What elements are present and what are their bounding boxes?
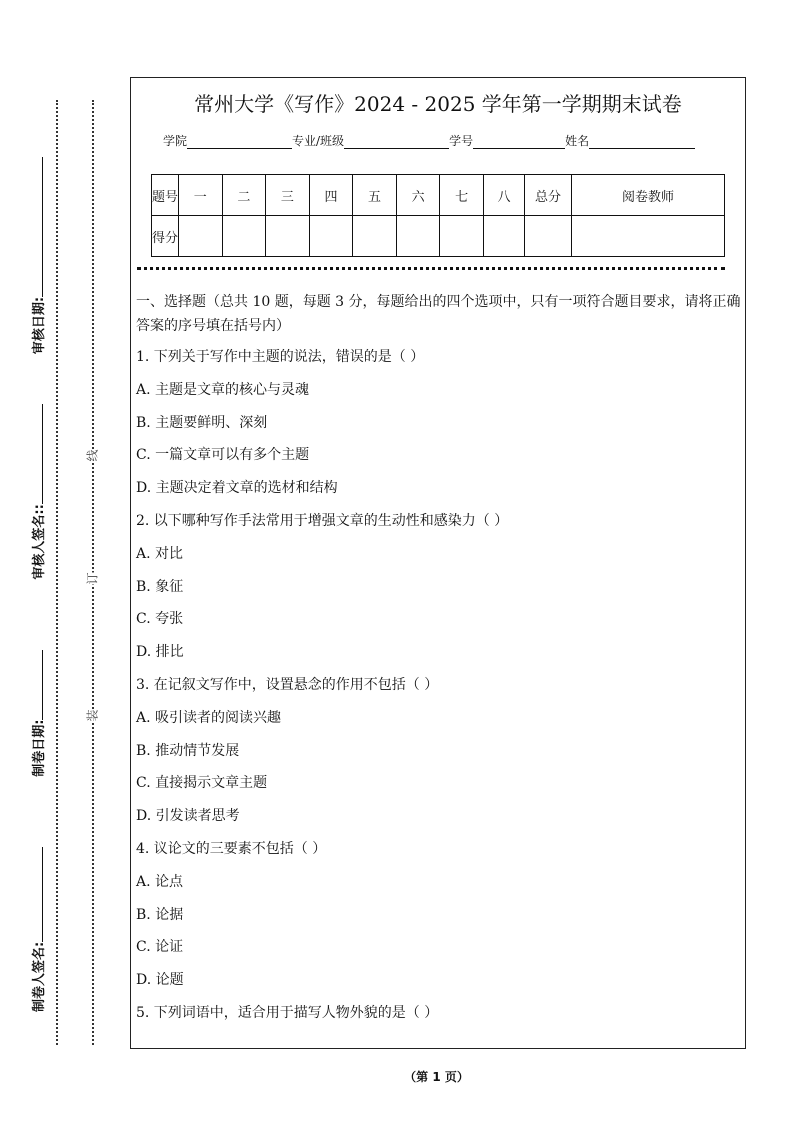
option: B. 论据 bbox=[136, 906, 184, 923]
binding-mark-ding: 订 bbox=[85, 572, 100, 585]
question: 1. 下列关于写作中主题的说法，错误的是（ ） bbox=[136, 349, 425, 365]
header-cell: 题号 bbox=[152, 175, 179, 216]
option: D. 主题决定着文章的选材和结构 bbox=[136, 480, 338, 497]
option: A. 对比 bbox=[136, 545, 184, 562]
binding-mark-zhuang: 装 bbox=[85, 709, 100, 722]
question: 2. 以下哪种写作手法常用于增强文章的生动性和感染力（ ） bbox=[136, 512, 509, 529]
exam-title: 常州大学《写作》2024 - 2025 学年第一学期期末试卷 bbox=[194, 92, 682, 116]
exam-paper bbox=[130, 77, 746, 1049]
score-cell[interactable] bbox=[525, 216, 572, 257]
major-class-field[interactable] bbox=[344, 136, 449, 149]
score-cell[interactable] bbox=[440, 216, 484, 257]
name-field[interactable] bbox=[589, 136, 695, 149]
question: 3. 在记叙文写作中，设置悬念的作用不包括（ ） bbox=[136, 676, 439, 693]
header-cell: 八 bbox=[484, 175, 525, 216]
reviewer-signature-label: 审核人签名:: bbox=[31, 504, 47, 580]
score-table-header-row bbox=[152, 175, 725, 216]
score-row-label: 得分 bbox=[152, 216, 179, 257]
header-cell: 总分 bbox=[525, 175, 572, 216]
header-cell: 二 bbox=[222, 175, 266, 216]
score-table bbox=[151, 174, 725, 257]
score-cell[interactable] bbox=[396, 216, 440, 257]
page-number: （第 1 页） bbox=[404, 1070, 469, 1084]
question: 5. 下列词语中，适合用于描写人物外貌的是（ ） bbox=[136, 1004, 439, 1021]
score-row bbox=[152, 216, 725, 257]
option: B. 推动情节发展 bbox=[136, 742, 240, 759]
question: 4. 议论文的三要素不包括（ ） bbox=[136, 840, 327, 857]
reviewer-signature-blank[interactable] bbox=[32, 404, 43, 504]
option: D. 引发读者思考 bbox=[136, 808, 240, 825]
student-id-field[interactable] bbox=[473, 136, 565, 149]
option: C. 直接揭示文章主题 bbox=[136, 775, 268, 792]
option: C. 一篇文章可以有多个主题 bbox=[136, 447, 310, 464]
question-list bbox=[136, 290, 741, 1035]
header-cell: 四 bbox=[309, 175, 353, 216]
header-cell: 阅卷教师 bbox=[572, 175, 725, 216]
binding-mark-xian: 线 bbox=[85, 449, 100, 462]
score-cell[interactable] bbox=[572, 216, 725, 257]
score-cell[interactable] bbox=[484, 216, 525, 257]
score-cell[interactable] bbox=[179, 216, 223, 257]
header-cell: 五 bbox=[353, 175, 397, 216]
college-field[interactable] bbox=[187, 136, 292, 149]
separator bbox=[137, 267, 725, 270]
maker-date-blank[interactable] bbox=[32, 650, 43, 720]
maker-signature-label: 制卷人签名: bbox=[31, 941, 47, 1012]
option: A. 主题是文章的核心与灵魂 bbox=[136, 381, 310, 398]
maker-signature-blank[interactable] bbox=[32, 847, 43, 942]
section-heading: 一、选择题（总共 10 题，每题 3 分，每题给出的四个选项中，只有一项符合题目要求，请将正确答案的序号填在括号内） bbox=[136, 294, 741, 334]
binding-line-outer bbox=[56, 100, 58, 1045]
option: C. 夸张 bbox=[136, 611, 184, 628]
option: D. 排比 bbox=[136, 644, 184, 661]
score-cell[interactable] bbox=[266, 216, 310, 257]
option: D. 论题 bbox=[136, 972, 184, 989]
score-cell[interactable] bbox=[309, 216, 353, 257]
option: B. 象征 bbox=[136, 578, 184, 595]
major-class-label: 专业/班级 bbox=[292, 134, 345, 148]
name-label: 姓名 bbox=[565, 134, 590, 148]
option: B. 主题要鲜明、深刻 bbox=[136, 414, 268, 431]
signature-strip bbox=[27, 92, 47, 1052]
score-cell[interactable] bbox=[353, 216, 397, 257]
review-date-label: 审核日期: bbox=[31, 296, 47, 355]
header-cell: 一 bbox=[179, 175, 223, 216]
score-cell[interactable] bbox=[222, 216, 266, 257]
header-cell: 三 bbox=[266, 175, 310, 216]
option: C. 论证 bbox=[136, 939, 184, 956]
maker-date-label: 制卷日期: bbox=[31, 719, 47, 777]
college-label: 学院 bbox=[163, 134, 188, 148]
option: A. 吸引读者的阅读兴趣 bbox=[136, 709, 282, 726]
student-id-label: 学号 bbox=[449, 134, 474, 148]
header-cell: 七 bbox=[440, 175, 484, 216]
header-cell: 六 bbox=[396, 175, 440, 216]
student-info bbox=[163, 132, 695, 149]
option: A. 论点 bbox=[136, 873, 184, 890]
review-date-blank[interactable] bbox=[32, 157, 43, 297]
